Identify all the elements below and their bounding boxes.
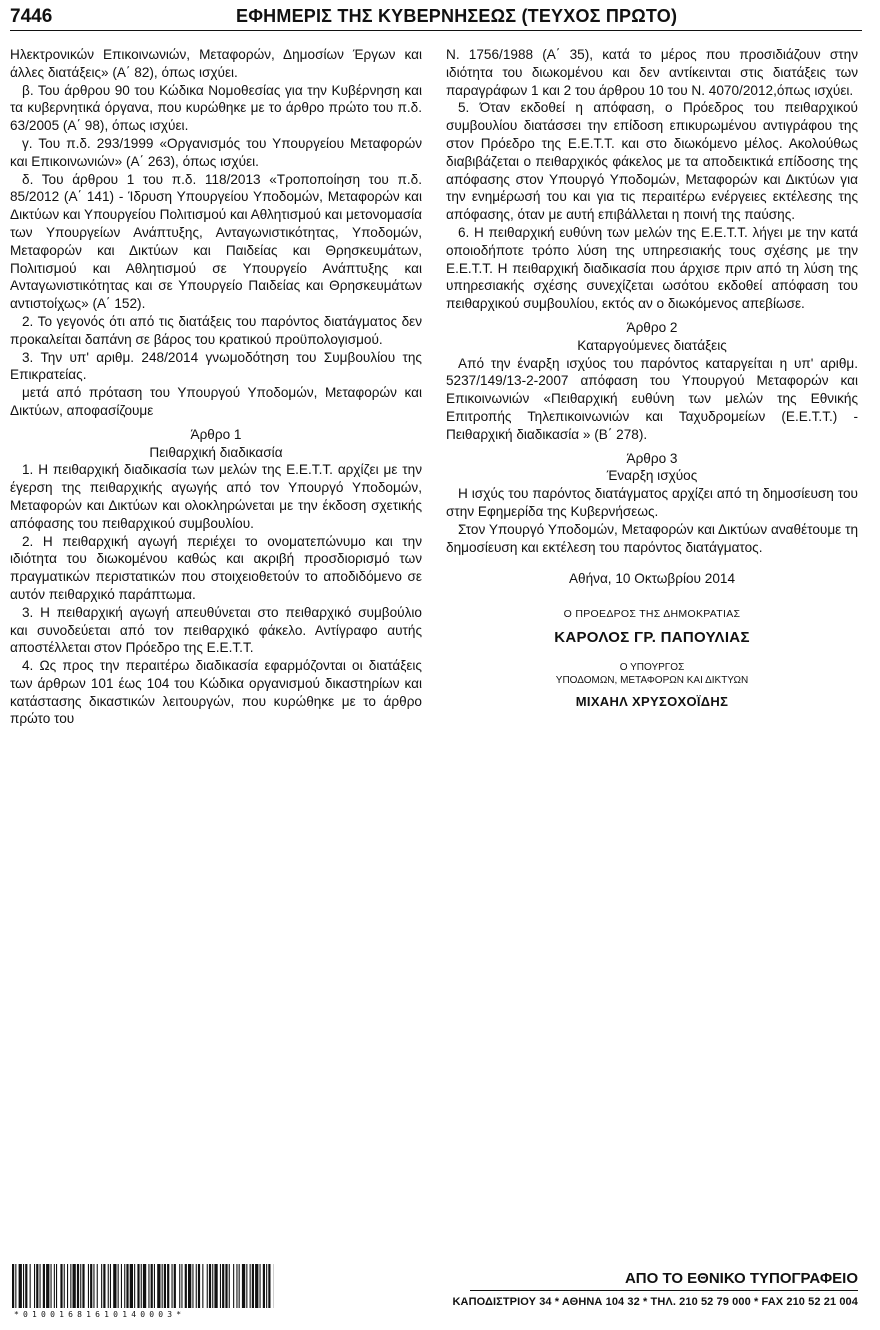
- barcode-bar: [181, 1264, 182, 1308]
- barcode-bar: [229, 1264, 230, 1308]
- barcode-bar: [141, 1264, 142, 1308]
- paragraph: β. Του άρθρου 90 του Κώδικα Νομοθεσίας για την Κυβέρνηση και τα κυβερνητικά όργανα, που κυρώθηκε με το άρθρο πρώτο του π.δ. 63/2005 (Α΄ 98), όπως ισχύει.: [10, 82, 422, 134]
- barcode-bar: [70, 1264, 71, 1308]
- printer-address: ΚΑΠΟΔΙΣΤΡΙΟΥ 34 * ΑΘΗΝΑ 104 32 * ΤΗΛ. 210 52 79 000 * FAX 210 52 21 004: [452, 1296, 858, 1308]
- barcode-bar: [202, 1264, 203, 1308]
- barcode-bar: [124, 1264, 125, 1308]
- barcode-bar: [188, 1264, 191, 1308]
- right-column: [446, 46, 858, 711]
- barcode-bar: [179, 1264, 180, 1308]
- printer-name: ΑΠΟ ΤΟ ΕΘΝΙΚΟ ΤΥΠΟΓΡΑΦΕΙΟ: [624, 1270, 858, 1287]
- barcode-bar: [101, 1264, 102, 1308]
- paragraph: 3. Την υπ' αριθμ. 248/2014 γνωμοδότηση του Συμβουλίου της Επικρατείας.: [10, 349, 422, 383]
- barcode-bar: [108, 1264, 109, 1308]
- barcode-bar: [103, 1264, 105, 1308]
- barcode-bar: [137, 1264, 139, 1308]
- barcode-bar: [110, 1264, 111, 1308]
- barcode-bar: [214, 1264, 217, 1308]
- barcode-bar: [118, 1264, 119, 1308]
- barcode-bar: [19, 1264, 22, 1308]
- barcode-bar: [236, 1264, 237, 1308]
- barcode-bar: [246, 1264, 247, 1308]
- article-3-heading: Άρθρο 3: [626, 450, 678, 466]
- paragraph: Η ισχύς του παρόντος διατάγματος αρχίζει από τη δημοσίευση του στην Εφημερίδα της Κυβερνήσεως.: [446, 486, 858, 519]
- barcode-bar: [268, 1264, 270, 1308]
- paragraph: 2. Το γεγονός ότι από τις διατάξεις του παρόντος διατάγματος δεν προκαλείται δαπάνη σε βάρος του κρατικού προϋπολογισμού.: [10, 313, 422, 347]
- barcode-bar: [43, 1264, 45, 1308]
- barcode-bar: [25, 1264, 27, 1308]
- barcode-bar: [143, 1264, 146, 1308]
- barcode-bar: [250, 1264, 251, 1308]
- barcode-bar: [12, 1264, 14, 1308]
- barcode-bar: [148, 1264, 149, 1308]
- barcode-bar: [154, 1264, 155, 1308]
- barcode-bar: [77, 1264, 79, 1308]
- signature-block: [446, 570, 858, 710]
- barcode-bar: [263, 1264, 265, 1308]
- minister-title-line-1: Ο ΥΠΟΥΡΓΟΣ: [619, 661, 685, 673]
- article-2-title: Καταργούμενες διατάξεις: [577, 337, 727, 353]
- paragraph: γ. Του π.δ. 293/1999 «Οργανισμός του Υπουργείου Μεταφορών και Επικοινωνιών» (Α΄ 263), όπως ισχύει.: [10, 135, 422, 169]
- barcode-bar: [126, 1264, 128, 1308]
- barcode-bar: [46, 1264, 49, 1308]
- barcode-bar: [34, 1264, 35, 1308]
- barcode-bar: [56, 1264, 57, 1308]
- paragraph: Ηλεκτρονικών Επικοινωνιών, Μεταφορών, Δημοσίων Έργων και άλλες διατάξεις» (Α΄ 82), όπως ισχύει.: [10, 47, 422, 80]
- article-1-title: Πειθαρχική διαδικασία: [149, 444, 283, 460]
- president-name: ΚΑΡΟΛΟΣ ΓΡ. ΠΑΠΟΥΛΙΑΣ: [554, 628, 750, 646]
- barcode-bar: [212, 1264, 213, 1308]
- paragraph: Στον Υπουργό Υποδομών, Μεταφορών και Δικτύων αναθέτουμε τη δημοσίευση και εκτέλεση του παρόντος διατάγματος.: [446, 521, 858, 555]
- paragraph: Ν. 1756/1988 (Α΄ 35), κατά το μέρος που προσιδιάζουν στην ιδιότητα του διωκομένου και δεν αντίκεινται στις διατάξεις των παραγράφων 1 και 2 του άρθρου 10 του Ν. 4070/2012,όπως ισχύει.: [446, 47, 858, 98]
- barcode-bar: [113, 1264, 116, 1308]
- barcode-digits: *01001681610140003*: [14, 1310, 186, 1319]
- barcode-bar: [36, 1264, 38, 1308]
- article-2-heading: Άρθρο 2: [626, 319, 678, 335]
- printer-box: [452, 1268, 858, 1312]
- article-3-title: Έναρξη ισχύος: [606, 468, 698, 484]
- minister-name: ΜΙΧΑΗΛ ΧΡΥΣΟΧΟΪΔΗΣ: [575, 693, 729, 709]
- barcode-bar: [196, 1264, 197, 1308]
- barcode-bar: [30, 1264, 31, 1308]
- barcode-bar: [15, 1264, 16, 1308]
- barcode-bar: [23, 1264, 24, 1308]
- paragraph: 5. Όταν εκδοθεί η απόφαση, ο Πρόεδρος του πειθαρχικού συμβουλίου διατάσσει την επίδοση επικυρωμένου αντιγράφου της στον Πρόεδρο της Ε.Ε.Τ.Τ. και στο διωκόμενο μέλος. Ακολούθως διαβιβάζεται ο πειθαρχικός φάκελος με τα αποδεικτικά επίδοσης της απόφασης στον Υπουργό Υποδομών, Μεταφορών και Δικτύων για την ενημέρωσή του και για τις περαιτέρω ενέργειες εκτέλεσης της απόφασης, όταν με αυτή επιβάλλεται η ποινή της παύσης.: [446, 100, 858, 223]
- barcode-bar: [255, 1264, 258, 1308]
- barcode-bar: [222, 1264, 224, 1308]
- paragraph: 1. Η πειθαρχική διαδικασία των μελών της Ε.Ε.Τ.Τ. αρχίζει με την έγερση της πειθαρχικής αγωγής από τον Υπουργό Υποδομών, Μεταφορών και Δικτύων και ολοκληρώνεται με την έκδοση σχετικής απόφασης του πειθαρχικού συμβουλίου.: [10, 462, 422, 531]
- barcode-bar: [82, 1264, 84, 1308]
- barcode-bar: [185, 1264, 187, 1308]
- barcode-bar: [260, 1264, 261, 1308]
- paragraph: Από την έναρξη ισχύος του παρόντος καταργείται η υπ' αριθμ. 5237/149/13-2-2007 απόφαση του Υπουργού Μεταφορών και Επικοινωνιών «Πειθαρχική ευθύνη των μελών της Εθνικής Επιτροπής Τηλεπικοινωνιών και Ταχυδρομείων (Ε.Ε.Τ.Τ.) - Πειθαρχική διαδικασία » (Β΄ 278).: [446, 355, 858, 442]
- minister-title-line-2: ΥΠΟΔΟΜΩΝ, ΜΕΤΑΦΟΡΩΝ ΚΑΙ ΔΙΚΤΥΩΝ: [555, 674, 749, 686]
- left-column: [10, 46, 422, 728]
- barcode-bar: [97, 1264, 98, 1308]
- barcode-bar: [192, 1264, 193, 1308]
- barcode-bar: [207, 1264, 208, 1308]
- signature-date: Αθήνα, 10 Οκτωβρίου 2014: [568, 571, 736, 587]
- barcode-bar: [64, 1264, 65, 1308]
- paragraph: μετά από πρόταση του Υπουργού Υποδομών, Μεταφορών και Δικτύων, αποφασίζουμε: [10, 385, 422, 418]
- page-header: [10, 4, 862, 31]
- barcode-bar: [167, 1264, 169, 1308]
- barcode-bar: [164, 1264, 166, 1308]
- paragraph: 2. Η πειθαρχική αγωγή περιέχει το ονοματεπώνυμο και την ιδιότητα του διωκομένου καθώς και ακριβή προσδιορισμό των πραγματικών περιστατικών που στοιχειοθετούν το αποδιδόμενο σε αυτόν πειθαρχικό παράπτωμα.: [10, 533, 422, 602]
- barcode-bar: [80, 1264, 81, 1308]
- paragraph: δ. Του άρθρου 1 του π.δ. 118/2013 «Τροποποίηση του π.δ. 85/2012 (Α΄ 141) - Ίδρυση Υπουργείου Υποδομών, Μεταφορών και Δικτύων και Υπουργείου Πολιτισμού και Αθλητισμού και μετονομασία των Υπουργείων Ανάπτυξης, Ανταγωνιστικότητας, Υποδομών, Μεταφορών και Δικτύων και Παιδείας και Θρησκευμάτων, Πολιτισμού και Αθλητισμού σε Υπουργείο Ανάπτυξης και Ανταγωνιστικότητας και σε Υπουργείο Παιδείας και Θρησκευμάτων αντιστοίχως» (Α΄ 152).: [10, 171, 422, 312]
- barcode-bar: [242, 1264, 245, 1308]
- barcode-bar: [121, 1264, 122, 1308]
- barcode-bar: [90, 1264, 92, 1308]
- gazette-title: ΕΦΗΜΕΡΙΣ ΤΗΣ ΚΥΒΕΡΝΗΣΕΩΣ (ΤΕΥΧΟΣ ΠΡΩΤΟ): [236, 6, 678, 26]
- barcode-bar: [266, 1264, 267, 1308]
- barcode-bar: [172, 1264, 173, 1308]
- barcode-bar: [174, 1264, 176, 1308]
- barcode-bar: [198, 1264, 200, 1308]
- paragraph: 4. Ως προς την περαιτέρω διαδικασία εφαρμόζονται οι διατάξεις των άρθρων 101 έως 104 του Κώδικα οργανισμού δικαστηρίων και κατάστασης δικαστικών λειτουργών, που κυρώθηκε με το άρθρο πρώτο του: [10, 658, 422, 727]
- barcode-bar: [134, 1264, 135, 1308]
- paragraph: 3. Η πειθαρχική αγωγή απευθύνεται στο πειθαρχικό συμβούλιο και συνοδεύεται από τον πειθαρχικό φάκελο. Αντίγραφο αυτής αποστέλλεται στον Πρόεδρο της Ε.Ε.Τ.Τ.: [10, 604, 422, 656]
- barcode-bar: [209, 1264, 211, 1308]
- barcode-bar: [157, 1264, 160, 1308]
- paragraph: 6. Η πειθαρχική ευθύνη των μελών της Ε.Ε.Τ.Τ. λήγει με την κατά οποιοδήποτε τρόπο λύση της υπηρεσιακής τους σχέσης με την Ε.Ε.Τ.Τ. Η πειθαρχική διαδικασία που άρχισε πριν από τη λύση της υπηρεσιακής σχέσης συνεχίζεται ωσότου εκδοθεί απόφαση του πειθαρχικού συμβουλίου, εκτός αν ο διωκόμενος απεβίωσε.: [446, 224, 858, 312]
- barcode-bar: [233, 1264, 234, 1308]
- barcode-bar: [162, 1264, 163, 1308]
- barcode-bar: [54, 1264, 55, 1308]
- barcode-bar: [239, 1264, 240, 1308]
- barcode-bar: [67, 1264, 68, 1308]
- barcode-bar: [40, 1264, 41, 1308]
- barcode: [12, 1264, 274, 1308]
- article-1-heading: Άρθρο 1: [190, 426, 242, 442]
- barcode-bar: [88, 1264, 89, 1308]
- barcode-bar: [60, 1264, 62, 1308]
- barcode-bar: [51, 1264, 52, 1308]
- president-title: Ο ΠΡΟΕΔΡΟΣ ΤΗΣ ΔΗΜΟΚΡΑΤΙΑΣ: [563, 608, 741, 621]
- barcode-bar: [93, 1264, 94, 1308]
- printer-divider: [470, 1290, 858, 1291]
- barcode-bar: [225, 1264, 227, 1308]
- page-number: 7446: [10, 6, 53, 27]
- barcode-bar: [252, 1264, 254, 1308]
- barcode-bar: [220, 1264, 221, 1308]
- barcode-bar: [151, 1264, 153, 1308]
- barcode-bar: [130, 1264, 133, 1308]
- barcode-bar: [73, 1264, 76, 1308]
